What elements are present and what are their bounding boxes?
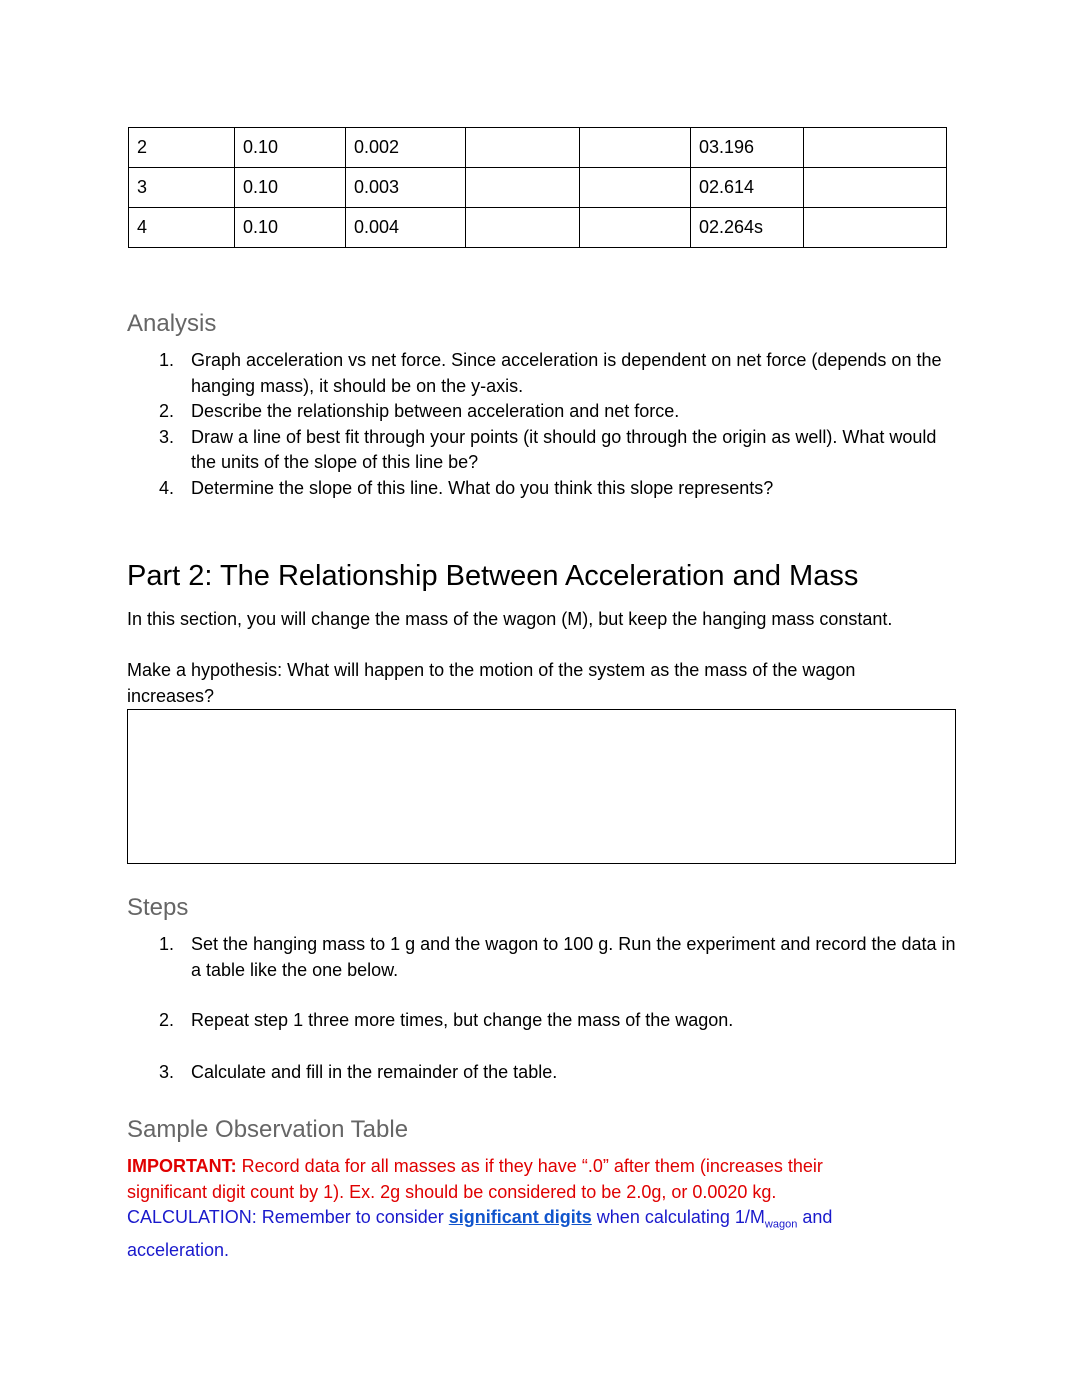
data-table: [128, 127, 947, 248]
list-item: 2. Repeat step 1 three more times, but change the mass of the wagon.: [159, 1010, 734, 1030]
list-item: 1. Graph acceleration vs net force. Since acceleration is dependent on net force (depends on the hanging mass), it should be on the y-axis.: [159, 350, 942, 396]
analysis-heading: Analysis: [127, 310, 217, 337]
list-item: 4. Determine the slope of this line. What do you think this slope represents?: [159, 477, 774, 498]
significant-digits-link[interactable]: significant digits: [448, 1207, 592, 1227]
table-row: [129, 208, 947, 248]
sample-table-heading: Sample Observation Table: [127, 1116, 409, 1143]
table-cell: 0.004: [346, 208, 466, 248]
table-cell: [804, 168, 947, 208]
table-cell: 0.10: [235, 168, 346, 208]
list-item: 3. Calculate and fill in the remainder of the table.: [159, 1061, 558, 1082]
hypothesis-answer-box[interactable]: [127, 709, 956, 864]
hypothesis-prompt: Make a hypothesis: What will happen to the motion of the system as the mass of the wagon increases?: [127, 660, 856, 706]
calculation-note: CALCULATION: Remember to consider significant digits when calculating $1/M_{wagon}$ and acceleration.: [127, 1207, 833, 1261]
table-cell: [466, 208, 580, 248]
list-item: 2. Describe the relationship between acceleration and net force.: [159, 401, 680, 421]
steps-list: [128, 932, 968, 1085]
table-cell: [804, 128, 947, 168]
table-cell: 03.196: [691, 128, 804, 168]
table-cell: [804, 208, 947, 248]
table-cell: 02.264s: [691, 208, 804, 248]
table-row: [129, 168, 947, 208]
list-item: 3. Draw a line of best fit through your points (it should go through the origin as well). What would the units of the slope of this line be?: [159, 426, 937, 472]
table-row: [129, 128, 947, 168]
table-cell: 2: [129, 128, 235, 168]
table-cell: 02.614: [691, 168, 804, 208]
table-cell: 0.10: [235, 208, 346, 248]
table-cell: 0.003: [346, 168, 466, 208]
table-cell: [466, 128, 580, 168]
important-note: IMPORTANT: Record data for all masses as if they have “.0” after them (increases their significant digit count by 1). Ex. 2g should be considered to be 2.0g, or 0.0020 kg.: [127, 1156, 823, 1202]
table-cell: 3: [129, 168, 235, 208]
table-cell: [580, 208, 691, 248]
steps-heading: Steps: [127, 894, 189, 921]
table-cell: [580, 168, 691, 208]
table-cell: [580, 128, 691, 168]
table-cell: 4: [129, 208, 235, 248]
table-cell: 0.10: [235, 128, 346, 168]
analysis-list: [128, 348, 958, 501]
part2-intro: In this section, you will change the mass of the wagon (M), but keep the hanging mass constant.: [127, 609, 893, 629]
table-cell: [466, 168, 580, 208]
part2-heading: Part 2: The Relationship Between Acceleration and Mass: [127, 560, 859, 592]
list-item: 1. Set the hanging mass to 1 g and the wagon to 100 g. Run the experiment and record the data in a table like the one below.: [159, 934, 956, 980]
table-cell: 0.002: [346, 128, 466, 168]
